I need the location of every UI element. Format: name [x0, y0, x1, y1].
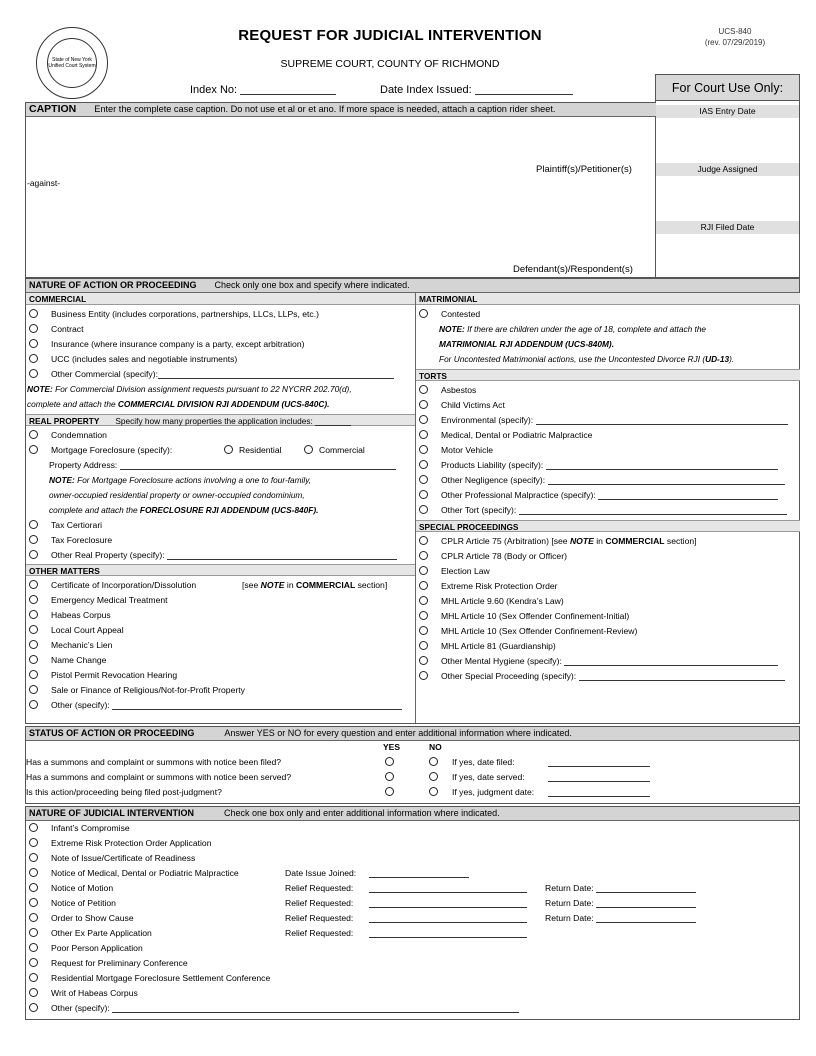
- specify-input[interactable]: [598, 490, 778, 500]
- radio-circle[interactable]: [419, 611, 428, 620]
- radio-circle[interactable]: [29, 550, 38, 559]
- specify-input[interactable]: [112, 1003, 519, 1013]
- yes-header: YES: [383, 742, 401, 752]
- intervention-option[interactable]: [26, 851, 195, 866]
- return-date-input[interactable]: [596, 898, 696, 908]
- option-label: Other Ex Parte Application: [51, 928, 152, 938]
- intervention-option[interactable]: [26, 821, 130, 836]
- no-radio[interactable]: [429, 757, 438, 766]
- option-label: Other Mental Hygiene (specify):: [441, 656, 562, 666]
- intervention-option[interactable]: [26, 1001, 519, 1016]
- option-label: Certificate of Incorporation/Dissolution: [51, 580, 197, 590]
- option-label: Local Court Appeal: [51, 625, 124, 635]
- option-label: MHL Article 10 (Sex Offender Confinement-Review): [441, 626, 638, 636]
- follow-label: If yes, date filed:: [452, 757, 515, 767]
- property-address-row: [49, 458, 396, 473]
- cplr75-section: COMMERCIAL: [605, 536, 665, 546]
- other-matters-option[interactable]: [26, 653, 106, 668]
- option-label: Mechanic’s Lien: [51, 640, 113, 650]
- radio-circle[interactable]: [419, 596, 428, 605]
- intervention-bar: [26, 807, 799, 821]
- commercial-option[interactable]: [26, 337, 304, 352]
- radio-circle[interactable]: [29, 670, 38, 679]
- form-number: [660, 26, 810, 48]
- commercial-note-line2: [27, 397, 329, 412]
- torts-option[interactable]: [416, 473, 785, 488]
- radio-circle[interactable]: [419, 626, 428, 635]
- foreclosure-note-line3: [49, 503, 318, 518]
- see-note-section: COMMERCIAL: [296, 580, 356, 590]
- relief-input[interactable]: [369, 913, 527, 923]
- specify-input[interactable]: [112, 700, 402, 710]
- option-label: MHL Article 81 (Guardianship): [441, 641, 556, 651]
- radio-circle[interactable]: [29, 700, 38, 709]
- left-column: [26, 293, 415, 723]
- option-label: Motor Vehicle: [441, 445, 494, 455]
- radio-circle[interactable]: [29, 354, 38, 363]
- special-option[interactable]: [416, 564, 490, 579]
- return-date-input[interactable]: [596, 883, 696, 893]
- yes-radio[interactable]: [385, 772, 394, 781]
- see-note-post: section]: [357, 580, 388, 590]
- note-text: complete and attach the: [49, 505, 138, 515]
- note-text: If there are children under the age of 18, complete and attach the: [467, 324, 707, 334]
- cplr75-note: NOTE: [569, 536, 594, 546]
- intervention-option[interactable]: [26, 941, 143, 956]
- radio-circle[interactable]: [419, 445, 428, 454]
- status-bar: [26, 727, 799, 741]
- specify-input[interactable]: [548, 475, 785, 485]
- form-title: REQUEST FOR JUDICIAL INTERVENTION: [238, 27, 542, 44]
- cplr75-in: in: [596, 536, 603, 546]
- option-label: Mortgage Foreclosure (specify):: [51, 445, 173, 455]
- radio-circle[interactable]: [419, 641, 428, 650]
- radio-circle[interactable]: [29, 535, 38, 544]
- radio-circle[interactable]: [419, 671, 428, 680]
- commercial-option[interactable]: [26, 322, 83, 337]
- option-label: Asbestos: [441, 385, 477, 395]
- caption-label: CAPTION: [29, 103, 77, 115]
- real-property-instruction: Specify how many properties the application includes:: [115, 416, 313, 426]
- intervention-option[interactable]: [26, 881, 696, 896]
- real-property-option[interactable]: [26, 548, 397, 563]
- intervention-label: NATURE OF JUDICIAL INTERVENTION: [29, 808, 195, 818]
- special-option[interactable]: [416, 549, 567, 564]
- specify-input[interactable]: [564, 656, 778, 666]
- radio-circle[interactable]: [419, 415, 428, 424]
- radio-circle[interactable]: [29, 838, 38, 847]
- see-note-in: in: [286, 580, 294, 590]
- nature-of-action-section: [25, 278, 800, 724]
- real-property-option[interactable]: [26, 443, 365, 458]
- note-addendum: COMMERCIAL DIVISION RJI ADDENDUM (UCS-840C).: [117, 399, 330, 409]
- nature-instruction: Check only one box and specify where indicated.: [214, 280, 410, 290]
- radio-circle[interactable]: [29, 610, 38, 619]
- status-question: [26, 755, 801, 770]
- status-section: [25, 726, 800, 804]
- radio-circle[interactable]: [419, 490, 428, 499]
- radio-circle[interactable]: [419, 536, 428, 545]
- special-option[interactable]: [416, 579, 558, 594]
- option-label: Child Victims Act: [441, 400, 505, 410]
- radio-circle[interactable]: [419, 309, 428, 318]
- radio-circle[interactable]: [29, 928, 38, 937]
- radio-circle[interactable]: [29, 580, 38, 589]
- radio-circle[interactable]: [419, 505, 428, 514]
- right-column: [416, 293, 800, 723]
- date-index-field[interactable]: [380, 84, 573, 96]
- option-label: Habeas Corpus: [51, 610, 111, 620]
- foreclosure-note-line2: [49, 488, 305, 503]
- question-text: Has a summons and complaint or summons with notice been filed?: [26, 757, 282, 767]
- relief-label: Relief Requested:: [285, 898, 354, 908]
- date-index-input[interactable]: [475, 85, 573, 95]
- torts-option[interactable]: [416, 443, 493, 458]
- note-text: owner-occupied residential property or owner-occupied condominium,: [49, 490, 305, 500]
- property-count-input[interactable]: [315, 418, 351, 426]
- date-input[interactable]: [548, 772, 650, 782]
- radio-circle[interactable]: [29, 958, 38, 967]
- option-label: Name Change: [51, 655, 107, 665]
- caption-section: [25, 102, 656, 278]
- status-label: STATUS OF ACTION OR PROCEEDING: [29, 728, 195, 738]
- radio-circle[interactable]: [419, 581, 428, 590]
- special-option[interactable]: [416, 609, 629, 624]
- commercial-radio[interactable]: [304, 445, 313, 454]
- commercial-note-line1: [27, 382, 352, 397]
- other-matters-heading: OTHER MATTERS: [26, 564, 415, 576]
- radio-circle[interactable]: [29, 309, 38, 318]
- commercial-heading: COMMERCIAL: [26, 293, 415, 305]
- radio-circle[interactable]: [419, 460, 428, 469]
- question-text: Has a summons and complaint or summons with notice been served?: [26, 772, 292, 782]
- note-end: ).: [729, 354, 735, 364]
- special-option[interactable]: [416, 639, 556, 654]
- court-seal: [36, 27, 108, 99]
- option-label: Environmental (specify):: [441, 415, 534, 425]
- specify-input[interactable]: [519, 505, 787, 515]
- option-label: Extreme Risk Protection Order Application: [51, 838, 212, 848]
- torts-option[interactable]: [416, 488, 778, 503]
- follow-label: If yes, judgment date:: [452, 787, 535, 797]
- radio-circle[interactable]: [29, 324, 38, 333]
- relief-input[interactable]: [369, 883, 527, 893]
- option-label: Poor Person Application: [51, 943, 143, 953]
- address-label: Property Address:: [49, 460, 118, 470]
- torts-heading: TORTS: [416, 369, 800, 381]
- real-property-option[interactable]: [26, 428, 107, 443]
- no-header: NO: [429, 742, 442, 752]
- return-date-label: Return Date:: [545, 883, 594, 893]
- specify-input[interactable]: [167, 550, 397, 560]
- option-label: CPLR Article 78 (Body or Officer): [441, 551, 567, 561]
- plaintiff-label: Plaintiff(s)/Petitioner(s): [536, 164, 632, 175]
- ias-entry-label: IAS Entry Date: [656, 105, 799, 118]
- radio-circle[interactable]: [29, 823, 38, 832]
- intervention-section: [25, 806, 800, 1020]
- relief-label: Relief Requested:: [285, 928, 354, 938]
- caption-bar: [26, 103, 656, 117]
- note-text: complete and attach the: [27, 399, 116, 409]
- other-matters-option[interactable]: [26, 698, 402, 713]
- cplr75-end: section]: [666, 536, 697, 546]
- return-date-label: Return Date:: [545, 898, 594, 908]
- radio-circle[interactable]: [29, 973, 38, 982]
- caption-instruction: Enter the complete case caption. Do not use et al or et ano. If more space is needed, attach a caption rider sheet.: [94, 104, 556, 114]
- commercial-option[interactable]: [26, 352, 237, 367]
- court-use-heading: For Court Use Only:: [656, 75, 799, 101]
- return-date-label: Return Date:: [545, 913, 594, 923]
- nature-label: NATURE OF ACTION OR PROCEEDING: [29, 280, 197, 290]
- intervention-option[interactable]: [26, 896, 696, 911]
- option-label: Writ of Habeas Corpus: [51, 988, 138, 998]
- return-date-input[interactable]: [596, 913, 696, 923]
- note-label: NOTE:: [49, 475, 75, 485]
- option-label: Condemnation: [51, 430, 107, 440]
- option-label: Other Professional Malpractice (specify):: [441, 490, 596, 500]
- option-label: UCC (includes sales and negotiable instruments): [51, 354, 238, 364]
- radio-circle[interactable]: [29, 369, 38, 378]
- rji-filed-label: RJI Filed Date: [656, 221, 799, 234]
- relief-input[interactable]: [369, 928, 527, 938]
- see-note-pre: [see: [242, 580, 259, 590]
- specify-input[interactable]: [158, 369, 394, 379]
- option-label: Business Entity (includes corporations, partnerships, LLCs, LLPs, etc.): [51, 309, 319, 319]
- option-label: Tax Certiorari: [51, 520, 103, 530]
- matrimonial-heading: MATRIMONIAL: [416, 293, 800, 305]
- torts-option[interactable]: [416, 428, 592, 443]
- option-label: Notice of Motion: [51, 883, 114, 893]
- date-input[interactable]: [548, 787, 650, 797]
- option-label: Infant’s Compromise: [51, 823, 130, 833]
- follow-label: If yes, date served:: [452, 772, 525, 782]
- defendant-label: Defendant(s)/Respondent(s): [513, 264, 633, 275]
- intervention-option[interactable]: [26, 956, 188, 971]
- radio-circle[interactable]: [29, 430, 38, 439]
- note-addendum: MATRIMONIAL RJI ADDENDUM (UCS-840M).: [439, 339, 615, 349]
- matrimonial-option[interactable]: [416, 307, 480, 322]
- radio-circle[interactable]: [29, 913, 38, 922]
- see-note-note: NOTE: [260, 580, 285, 590]
- real-property-option[interactable]: [26, 533, 112, 548]
- question-text: Is this action/proceeding being filed post-judgment?: [26, 787, 222, 797]
- real-property-heading: REAL PROPERTY: [29, 416, 100, 426]
- specify-input[interactable]: [546, 460, 778, 470]
- option-label: Request for Preliminary Conference: [51, 958, 188, 968]
- special-option[interactable]: [416, 654, 778, 669]
- other-matters-option[interactable]: [26, 638, 112, 653]
- note-label: NOTE:: [439, 324, 465, 334]
- nature-bar: [26, 279, 799, 293]
- radio-circle[interactable]: [29, 853, 38, 862]
- special-heading: SPECIAL PROCEEDINGS: [416, 520, 800, 532]
- option-label: Other Commercial (specify):: [51, 369, 158, 379]
- address-input[interactable]: [120, 460, 396, 470]
- intervention-option[interactable]: [26, 926, 527, 941]
- torts-option[interactable]: [416, 413, 788, 428]
- index-no-label: Index No:: [190, 84, 238, 96]
- specify-input[interactable]: [579, 671, 785, 681]
- note-label: NOTE:: [27, 384, 53, 394]
- radio-circle[interactable]: [29, 685, 38, 694]
- option-label: Products Liability (specify):: [441, 460, 544, 470]
- form-id: UCS-840: [718, 27, 752, 36]
- special-option[interactable]: [416, 624, 637, 639]
- radio-circle[interactable]: [29, 883, 38, 892]
- seal-inner: [47, 38, 97, 88]
- option-label: Extreme Risk Protection Order: [441, 581, 558, 591]
- index-no-field[interactable]: [190, 84, 336, 96]
- radio-circle[interactable]: [419, 430, 428, 439]
- court-use-box: [655, 74, 800, 278]
- radio-circle[interactable]: [419, 385, 428, 394]
- radio-circle[interactable]: [29, 445, 38, 454]
- option-label: Other (specify):: [51, 700, 110, 710]
- other-matters-option[interactable]: [26, 623, 124, 638]
- note-text: For Commercial Division assignment requests pursuant to 22 NYCRR 202.70(d),: [55, 384, 352, 394]
- relief-label: Relief Requested:: [285, 883, 354, 893]
- option-label: Emergency Medical Treatment: [51, 595, 168, 605]
- special-option[interactable]: [416, 594, 564, 609]
- radio-circle[interactable]: [29, 625, 38, 634]
- radio-circle[interactable]: [29, 1003, 38, 1012]
- option-label: MHL Article 9.60 (Kendra’s Law): [441, 596, 564, 606]
- option-label: Note of Issue/Certificate of Readiness: [51, 853, 196, 863]
- radio-circle[interactable]: [29, 988, 38, 997]
- option-label: Medical, Dental or Podiatric Malpractice: [441, 430, 593, 440]
- index-no-input[interactable]: [240, 85, 336, 95]
- other-matters-option[interactable]: [26, 578, 387, 593]
- radio-circle[interactable]: [419, 566, 428, 575]
- radio-circle[interactable]: [29, 339, 38, 348]
- radio-circle[interactable]: [29, 655, 38, 664]
- relief-label: Relief Requested:: [285, 913, 354, 923]
- residential-radio[interactable]: [224, 445, 233, 454]
- cplr75-label: CPLR Article 75 (Arbitration) [see: [441, 536, 568, 546]
- foreclosure-note-line1: [49, 473, 311, 488]
- yes-radio[interactable]: [385, 757, 394, 766]
- note-ud13: UD-13: [705, 354, 730, 364]
- radio-circle[interactable]: [29, 898, 38, 907]
- option-label: Contract: [51, 324, 84, 334]
- court-name: SUPREME COURT, COUNTY OF RICHMOND: [280, 58, 500, 70]
- status-question: [26, 770, 801, 785]
- specify-input[interactable]: [536, 415, 788, 425]
- option-label: Other Negligence (specify):: [441, 475, 546, 485]
- option-label: Residential Mortgage Foreclosure Settlement Conference: [51, 973, 271, 983]
- date-index-label: Date Index Issued:: [380, 84, 472, 96]
- option-label: Notice of Petition: [51, 898, 116, 908]
- seal-text: State of New York Unified Court System: [48, 57, 96, 69]
- intervention-option[interactable]: [26, 866, 469, 881]
- option-label: Tax Foreclosure: [51, 535, 113, 545]
- real-property-option[interactable]: [26, 518, 102, 533]
- note-text: For Mortgage Foreclosure actions involving a one to four-family,: [77, 475, 312, 485]
- torts-option[interactable]: [416, 398, 505, 413]
- special-option[interactable]: [416, 669, 785, 684]
- torts-option[interactable]: [416, 503, 787, 518]
- option-label: Order to Show Cause: [51, 913, 134, 923]
- option-label: Pistol Permit Revocation Hearing: [51, 670, 178, 680]
- radio-circle[interactable]: [29, 943, 38, 952]
- option-label: Other (specify):: [51, 1003, 110, 1013]
- against-label: -against-: [27, 178, 61, 188]
- other-matters-option[interactable]: [26, 608, 111, 623]
- other-matters-option[interactable]: [26, 593, 168, 608]
- other-matters-option[interactable]: [26, 668, 177, 683]
- residential-label: Residential: [239, 445, 282, 455]
- option-label: Contested: [441, 309, 481, 319]
- option-label: Election Law: [441, 566, 490, 576]
- option-label: Other Real Property (specify):: [51, 550, 165, 560]
- judge-assigned-label: Judge Assigned: [656, 163, 799, 176]
- status-question: [26, 785, 801, 800]
- no-radio[interactable]: [429, 787, 438, 796]
- note-text: For Uncontested Matrimonial actions, use the Uncontested Divorce RJI (: [439, 354, 706, 364]
- option-label: Other Special Proceeding (specify):: [441, 671, 577, 681]
- relief-input[interactable]: [369, 898, 527, 908]
- matrimonial-note-line3: [439, 352, 734, 367]
- commercial-option[interactable]: [26, 367, 394, 382]
- option-label: Sale or Finance of Religious/Not-for-Profit Property: [51, 685, 245, 695]
- intervention-instruction: Check one box only and enter additional information where indicated.: [224, 808, 500, 818]
- no-radio[interactable]: [429, 772, 438, 781]
- commercial-label: Commercial: [319, 445, 365, 455]
- matrimonial-note-line2: [439, 337, 614, 352]
- note-addendum: FORECLOSURE RJI ADDENDUM (UCS-840F).: [139, 505, 319, 515]
- matrimonial-note-line1: [439, 322, 706, 337]
- yes-radio[interactable]: [385, 787, 394, 796]
- form-revision: (rev. 07/29/2019): [704, 38, 766, 47]
- torts-option[interactable]: [416, 383, 476, 398]
- option-label: MHL Article 10 (Sex Offender Confinement-Initial): [441, 611, 630, 621]
- commercial-option[interactable]: [26, 307, 319, 322]
- radio-circle[interactable]: [29, 595, 38, 604]
- radio-circle[interactable]: [419, 475, 428, 484]
- radio-circle[interactable]: [419, 551, 428, 560]
- radio-circle[interactable]: [419, 656, 428, 665]
- intervention-option[interactable]: [26, 836, 211, 851]
- intervention-option[interactable]: [26, 986, 138, 1001]
- date-joined-label: Date Issue Joined:: [285, 868, 357, 878]
- status-instruction: Answer YES or NO for every question and enter additional information where indicated.: [224, 728, 572, 738]
- radio-circle[interactable]: [29, 640, 38, 649]
- radio-circle[interactable]: [29, 868, 38, 877]
- intervention-option[interactable]: [26, 911, 696, 926]
- option-label: Other Tort (specify):: [441, 505, 517, 515]
- special-option[interactable]: [416, 534, 697, 549]
- radio-circle[interactable]: [419, 400, 428, 409]
- intervention-option[interactable]: [26, 971, 270, 986]
- torts-option[interactable]: [416, 458, 778, 473]
- option-label: Insurance (where insurance company is a party, except arbitration): [51, 339, 305, 349]
- option-label: Notice of Medical, Dental or Podiatric Malpractice: [51, 868, 239, 878]
- date-input[interactable]: [548, 757, 650, 767]
- date-joined-input[interactable]: [369, 868, 469, 878]
- real-property-bar: [26, 414, 415, 426]
- other-matters-option[interactable]: [26, 683, 245, 698]
- radio-circle[interactable]: [29, 520, 38, 529]
